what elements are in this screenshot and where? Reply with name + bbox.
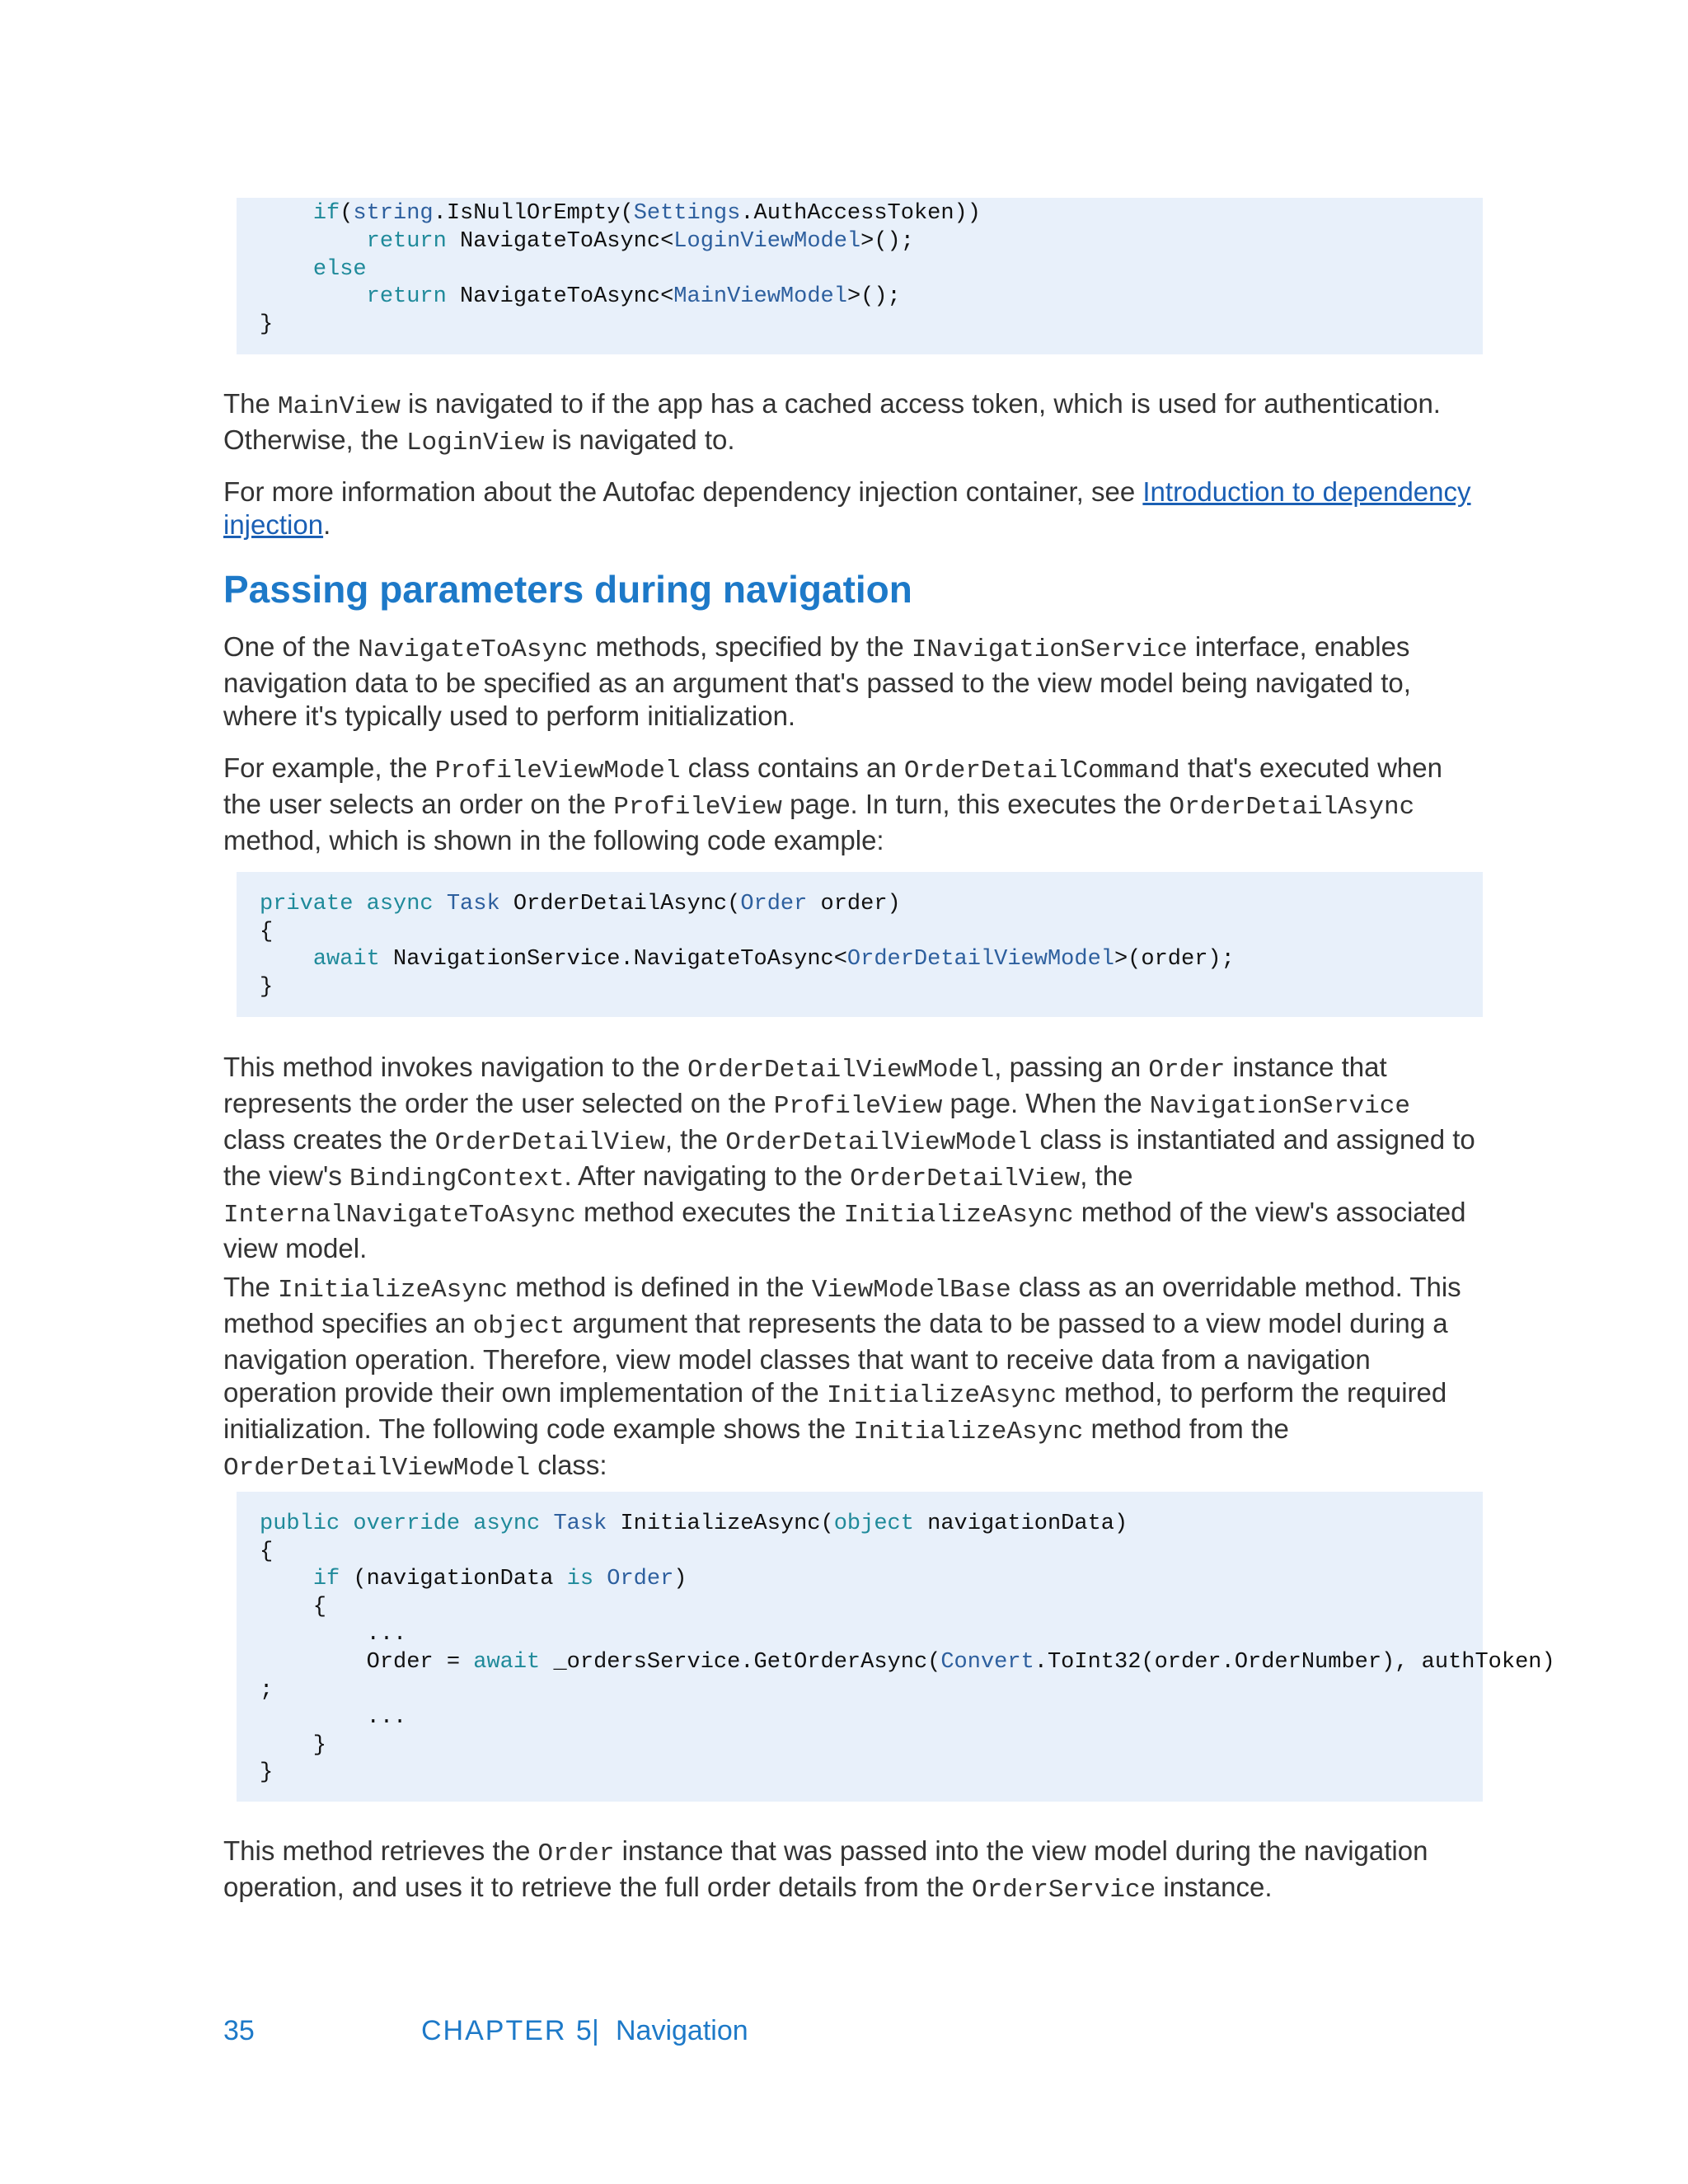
paragraph-initialize-async: The InitializeAsync method is defined in the ViewModelBase class as an overridable method. This method specifies an object argument that represents the data to be passed to a view model during a navigation operation. Therefore, view model classes that want to receive data from a navigation operation provide their own implementation of the InitializeAsync method, to perform the required initialization. The following code example shows the InitializeAsync method from the OrderDetailViewModel class: [223, 1272, 1461, 1483]
chapter-label: CHAPTER 5 [421, 2015, 593, 2046]
code-block-3 [237, 1492, 1555, 1802]
code-line: } [260, 1760, 274, 1785]
code-line: { [260, 1540, 274, 1564]
code-line: await NavigationService.NavigateToAsync<OrderDetailViewModel>(order); [312, 947, 1235, 972]
code-line: public override async Task InitializeAsync(object navigationData) [260, 1511, 1128, 1536]
code-block-1 [237, 198, 1483, 354]
dependency-injection-link[interactable]: Introduction to dependency injection [223, 476, 1471, 540]
paragraph-mainview: The MainView is navigated to if the app has a cached access token, which is used for authentication. Otherwise, the LoginView is navigated to. [223, 388, 1441, 457]
paragraph-autofac: For more information about the Autofac dependency injection container, see Introduction to dependency injection. [223, 476, 1471, 540]
code-line: { [260, 1595, 327, 1619]
code-line: { [260, 920, 274, 944]
code-block-2 [237, 872, 1483, 1017]
code-line: } [260, 975, 274, 1000]
paragraph-order-detail-navigation: This method invokes navigation to the OrderDetailViewModel, passing an Order instance that represents the order the user selected on the ProfileView page. When the NavigationService class creates the OrderDetailView, the OrderDetailViewModel class is instantiated and assigned to the view's BindingContext. After navigating to the OrderDetailView, the InternalNavigateToAsync method executes the InitializeAsync method of the view's associated view model. [223, 1052, 1475, 1263]
code-line: Order = await _ordersService.GetOrderAsync(Convert.ToInt32(order.OrderNumber), authToken) [260, 1650, 1555, 1675]
section-heading: Passing parameters during navigation [223, 568, 912, 611]
code-line: } [260, 1733, 327, 1758]
page-number: 35 [223, 2015, 255, 2046]
code-line: if (navigationData is Order) [312, 1567, 687, 1591]
code-line: private async Task OrderDetailAsync(Order order) [260, 892, 901, 916]
footer-separator: | [592, 2015, 599, 2046]
paragraph-profile-example: For example, the ProfileViewModel class contains an OrderDetailCommand that's executed when the user selects an order on the ProfileView page. In turn, this executes the OrderDetailAsync method, which is shown in the following code example: [223, 752, 1442, 855]
code-line: else [312, 257, 367, 282]
code-line: if(string.IsNullOrEmpty(Settings.AuthAccessToken)) [312, 201, 981, 226]
code-line: ; [260, 1678, 274, 1703]
code-line: ... [260, 1622, 407, 1647]
code-line: } [260, 312, 274, 337]
code-line: ... [260, 1705, 407, 1730]
code-line: return NavigateToAsync<LoginViewModel>(); [366, 229, 914, 254]
paragraph-navigate-to-async: One of the NavigateToAsync methods, specified by the INavigationService interface, enables navigation data to be specified as an argument that's passed to the view model being navigated to, where it's typically used to perform initialization. [223, 631, 1411, 731]
paragraph-order-retrieval: This method retrieves the Order instance that was passed into the view model during the navigation operation, and uses it to retrieve the full order details from the OrderService instance. [223, 1835, 1428, 1905]
code-line: return NavigateToAsync<MainViewModel>(); [366, 284, 901, 309]
chapter-title: Navigation [616, 2015, 748, 2046]
